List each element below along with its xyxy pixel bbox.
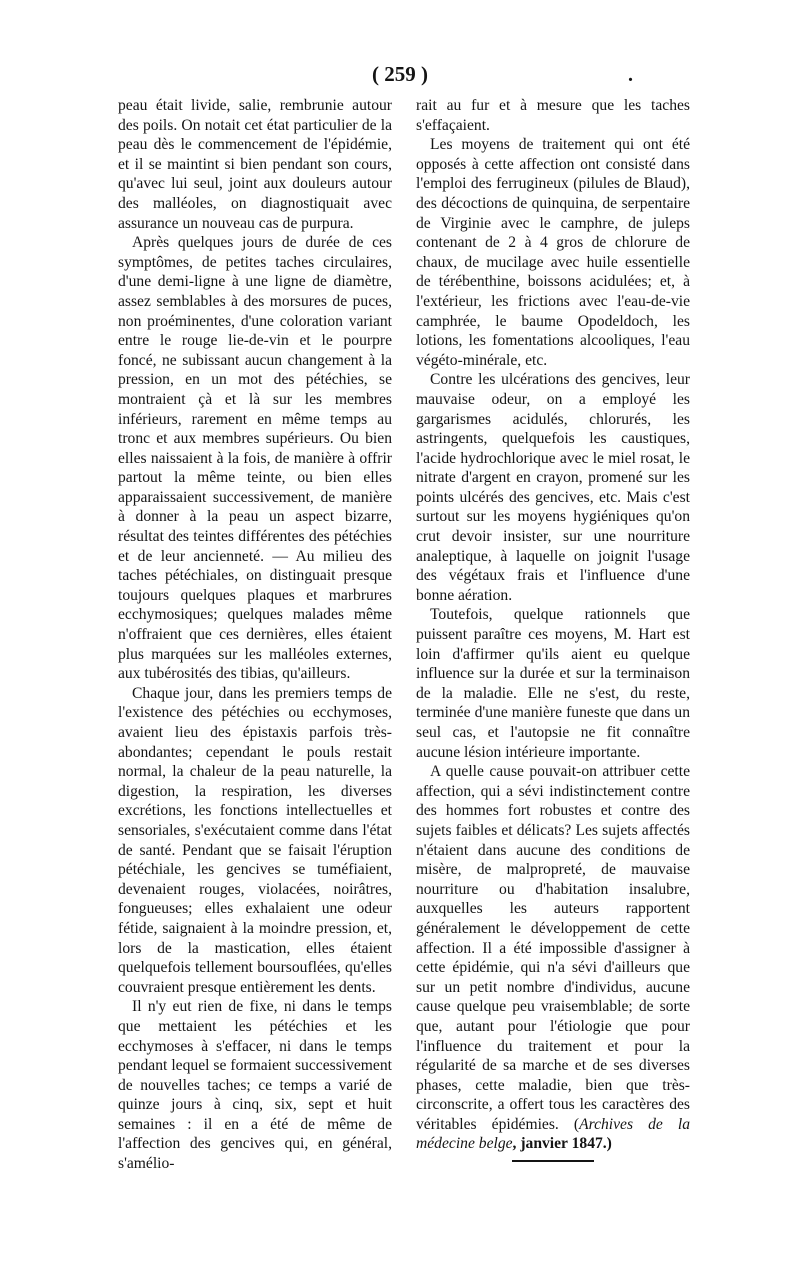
paragraph: peau était livide, salie, rembrunie autour des poils. On notait cet état particulier de la peau dès le commencement de l'épidémie, et il se maintint si bien pendant son cours, qu'avec lui seul, joint aux douleurs autour des malléoles, on diagnostiquait avec assurance un nouveau cas de purpura. xyxy=(118,97,392,232)
closing-paragraph xyxy=(416,762,690,1154)
paragraph: Chaque jour, dans les premiers temps de l'existence des pétéchies ou ecchymoses, avaient lieu des épistaxis parfois très-abondantes; cependant le pouls restait normal, la chaleur de la peau naturelle, la digestion, la respiration, les diverses excrétions, les fonctions intellectuelles et sensoriales, s'exécutaient comme dans l'état de santé. Pendant que se faisait l'éruption pétéchiale, les gencives se tuméfiaient, devenaient rouges, violacées, noirâtres, fongueuses; elles exhalaient une odeur fétide, saignaient à la moindre pression, et, lors de la mastication, elles étaient quelquefois tellement boursouflées, qu'elles couvraient presque entièrement les dents. xyxy=(118,684,392,996)
citation-date: , janvier 1847.) xyxy=(512,1135,612,1153)
paragraph: Il n'y eut rien de fixe, ni dans le temps que mettaient les pétéchies et les ecchymoses à s'effacer, ni dans le temps pendant lequel se formaient successivement de nouvelles taches; ce temps a varié de quinze jours à cinq, six, sept et huit semaines : il en a été de même de l'affection des gencives qui, en général, s'amélio- xyxy=(118,998,392,1173)
paragraph: rait au fur et à mesure que les taches s'effaçaient. xyxy=(416,97,690,134)
left-column xyxy=(118,96,392,1174)
paragraph: Après quelques jours de durée de ces symptômes, de petites taches circulaires, d'une demi-ligne à une ligne de diamètre, assez semblables à des morsures de puces, non proéminentes, d'une coloration variant entre le rouge lie-de-vin et le pourpre foncé, ne subissant aucun changement à la pression, en un mot des pétéchies, se montraient çà et là sur les membres inférieurs, rarement en même temps au tronc et aux membres supérieurs. Ou bien elles naissaient à la fois, de manière à offrir partout la même teinte, ou bien elles apparaissaient successivement, de manière à donner à la peau un aspect bizarre, résultat des teintes différentes des pétéchies et de leur ancienneté. — Au milieu des taches pétéchiales, on distinguait presque toujours quelques plaques et marbrures ecchymosiques; quelques malades même n'offraient que ces dernières, elles étaient plus marquées sur les malléoles externes, aux tubérosités des tibias, qu'ailleurs. xyxy=(118,234,392,683)
paragraph: Toutefois, quelque rationnels que puissent paraître ces moyens, M. Hart est loin d'affirmer qu'ils aient eu quelque influence sur la durée et sur la terminaison de la maladie. Elle ne s'est, du reste, terminée d'une manière funeste que dans un seul cas, et l'autopsie ne fit connaître aucune lésion intérieure importante. xyxy=(416,606,690,761)
citation-open: ( xyxy=(558,1115,580,1133)
paragraph: Les moyens de traitement qui ont été opposés à cette affection ont consisté dans l'emploi des ferrugineux (pilules de Blaud), des décoctions de quinquina, de serpentaire de Virginie avec le camphre, de juleps contenant de 2 à 4 gros de chlorure de chaux, de mucilage avec huile essentielle de térébenthine, boissons acidulées; et, à l'extérieur, les frictions avec l'eau-de-vie camphrée, le baume Opodeldoch, les lotions, les fomentations alcooliques, l'eau végéto-minérale, etc. xyxy=(416,136,690,369)
paragraph: Contre les ulcérations des gencives, leur mauvaise odeur, on a employé les gargarismes acidulés, chlorurés, les astringents, quelquefois les caustiques, l'acide hydrochlorique avec le miel rosat, le nitrate d'argent en crayon, promené sur les points ulcérés des gencives, etc. Mais c'est surtout sur les moyens hygiéniques qu'on crut devoir insister, sur une nourriture analeptique, à laquelle on joignit l'usage des végétaux frais et l'influence d'une bonne aération. xyxy=(416,371,690,604)
page-number: ( 259 ) xyxy=(372,62,428,86)
paragraph-text: A quelle cause pouvait-on attribuer cette affection, qui a sévi indistinctement contre des hommes fort robustes et contre des sujets faibles et délicats? Les sujets affectés n'étaient dans aucune des conditions de misère, de malpropreté, de mauvaise nourriture ou d'habitation insalubre, auxquelles les auteurs rapportent généralement le développement de cette affection. Il a été impossible d'assigner à cette épidémie, qui n'a sévi d'ailleurs que sur un petit nombre d'individus, aucune cause quelque peu vraisemblable; de sorte que, autant pour l'étiologie que pour l'influence du traitement et pour la régularité de sa marche et de ses diverses phases, cette maladie, bien que très-circonscrite, a offert tous les caractères des véritables épidémies. xyxy=(416,763,690,1133)
end-rule xyxy=(512,1160,594,1162)
right-column xyxy=(416,96,690,1162)
citation-title: Archives de la médecine belge xyxy=(416,1115,691,1153)
stray-mark: . xyxy=(628,64,633,86)
